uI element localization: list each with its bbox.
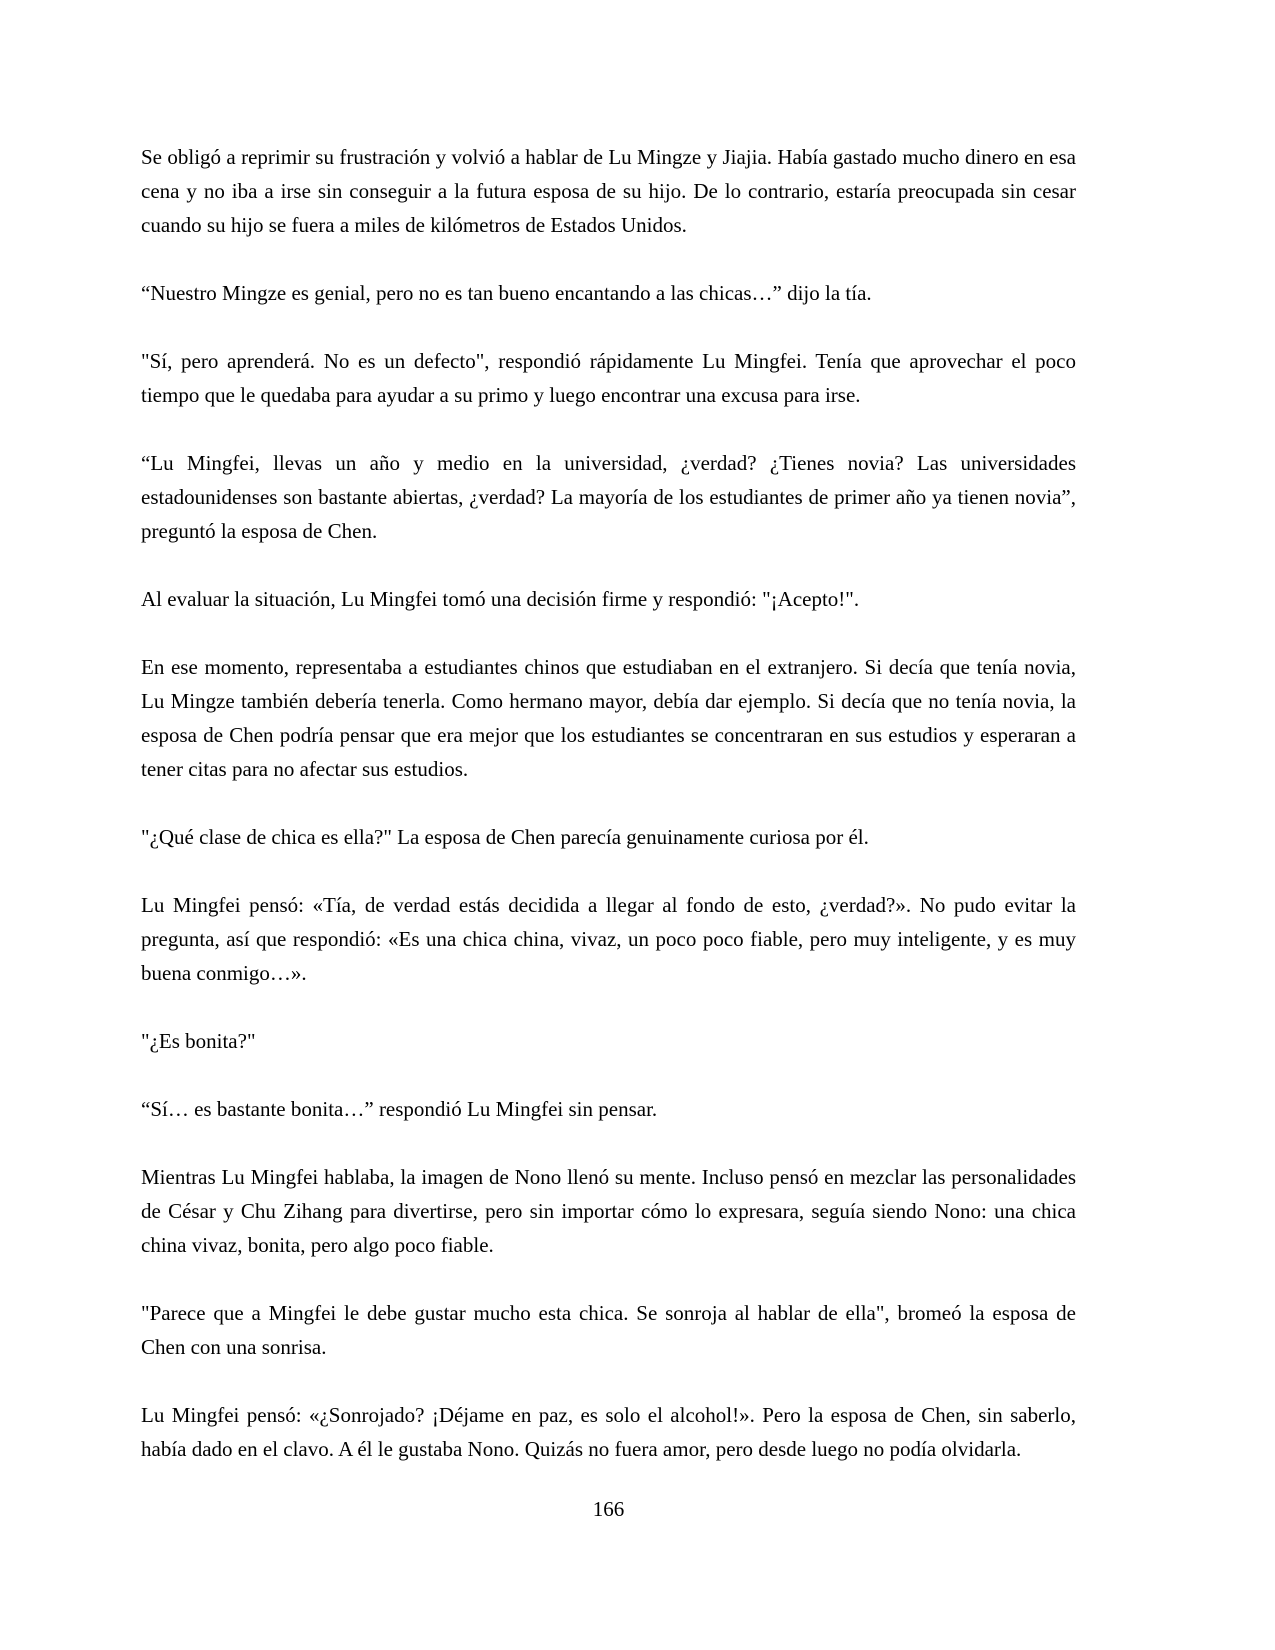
paragraph-6: En ese momento, representaba a estudiantes chinos que estudiaban en el extranjero. Si decía que tenía novia, Lu Mingze también debería tenerla. Como hermano mayor, debía dar ejemplo. Si decía que no tenía novia, la esposa de Chen podría pensar que era mejor que los estudiantes se concentraran en sus estudios y esperaran a tener citas para no afectar sus estudios. <box>141 655 1076 781</box>
paragraph-1: Se obligó a reprimir su frustración y volvió a hablar de Lu Mingze y Jiajia. Había gastado mucho dinero en esa cena y no iba a irse sin conseguir a la futura esposa de su hijo. De lo contrario, estaría preocupada sin cesar cuando su hijo se fuera a miles de kilómetros de Estados Unidos. <box>141 145 1076 237</box>
paragraph-5: Al evaluar la situación, Lu Mingfei tomó una decisión firme y respondió: "¡Acepto!". <box>141 587 860 611</box>
paragraph-8: Lu Mingfei pensó: «Tía, de verdad estás decidida a llegar al fondo de esto, ¿verdad?». No pudo evitar la pregunta, así que respondió: «Es una chica china, vivaz, un poco poco fiable, pero muy inteligente, y es muy buena conmigo…». <box>141 893 1076 985</box>
page-number: 166 <box>592 1497 625 1521</box>
paragraph-11: Mientras Lu Mingfei hablaba, la imagen de Nono llenó su mente. Incluso pensó en mezclar las personalidades de César y Chu Zihang para divertirse, pero sin importar cómo lo expresara, seguía siendo Nono: una chica china vivaz, bonita, pero algo poco fiable. <box>141 1165 1076 1257</box>
paragraph-13: Lu Mingfei pensó: «¿Sonrojado? ¡Déjame en paz, es solo el alcohol!». Pero la esposa de Chen, sin saberlo, había dado en el clavo. A él le gustaba Nono. Quizás no fuera amor, pero desde luego no podía olvidarla. <box>141 1403 1076 1461</box>
paragraph-4: “Lu Mingfei, llevas un año y medio en la universidad, ¿verdad? ¿Tienes novia? Las universidades estadounidenses son bastante abiertas, ¿verdad? La mayoría de los estudiantes de primer año ya tienen novia”, preguntó la esposa de Chen. <box>141 451 1076 543</box>
paragraph-2: “Nuestro Mingze es genial, pero no es tan bueno encantando a las chicas…” dijo la tía. <box>141 281 872 305</box>
paragraph-10: “Sí… es bastante bonita…” respondió Lu Mingfei sin pensar. <box>141 1097 658 1121</box>
paragraph-12: "Parece que a Mingfei le debe gustar mucho esta chica. Se sonroja al hablar de ella", bromeó la esposa de Chen con una sonrisa. <box>141 1301 1076 1359</box>
paragraph-9: "¿Es bonita?" <box>141 1029 256 1053</box>
paragraph-7: "¿Qué clase de chica es ella?" La esposa de Chen parecía genuinamente curiosa por él. <box>141 825 869 849</box>
paragraph-3: "Sí, pero aprenderá. No es un defecto", respondió rápidamente Lu Mingfei. Tenía que aprovechar el poco tiempo que le quedaba para ayudar a su primo y luego encontrar una excusa para irse. <box>141 349 1076 407</box>
page-text-body <box>141 140 1076 1500</box>
